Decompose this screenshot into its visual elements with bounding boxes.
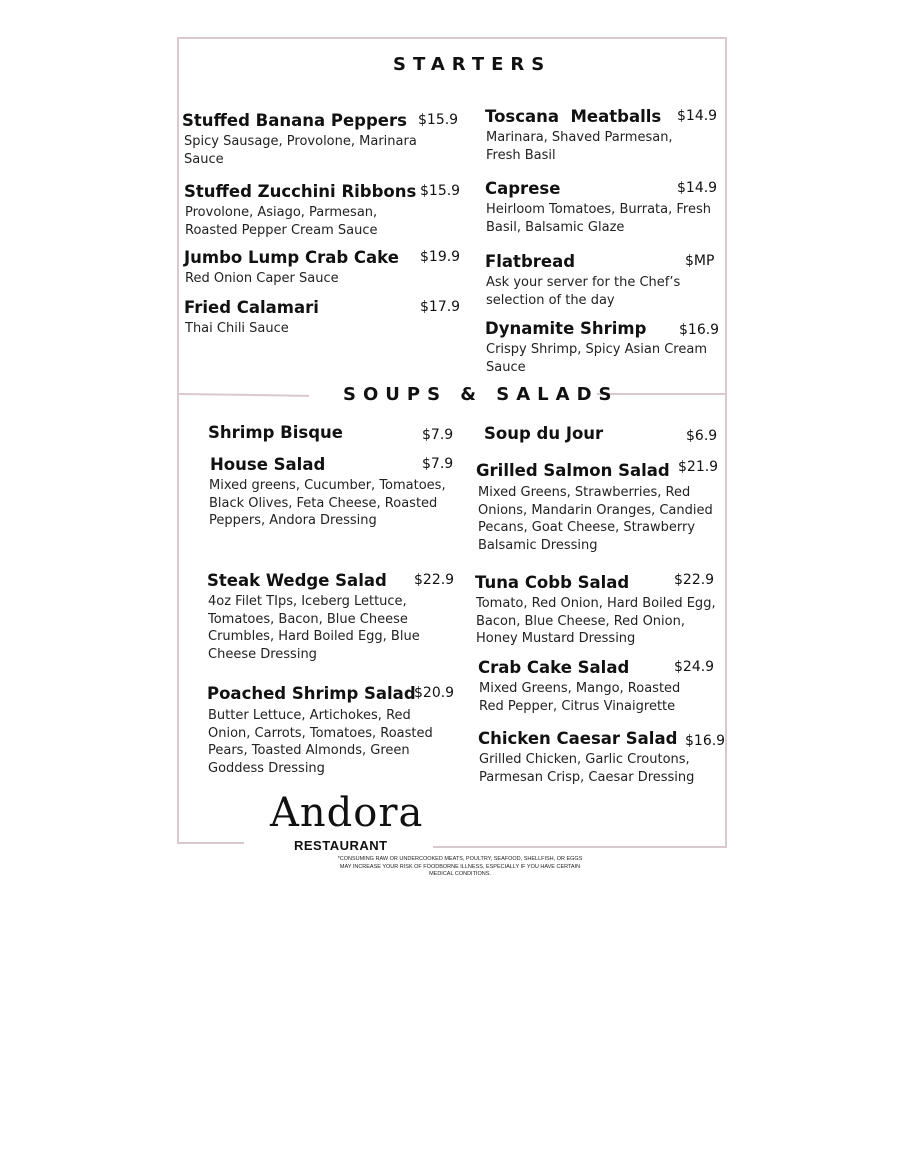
item-price: $14.9	[677, 108, 718, 124]
item-description: Ask your server for the Chef’s selection of the day	[486, 275, 681, 308]
item-price: $24.9	[674, 659, 715, 675]
item-price: $19.9	[420, 249, 461, 265]
item-price: $14.9	[677, 180, 718, 196]
divider-left	[179, 393, 309, 397]
item-name: Grilled Salmon Salad	[476, 461, 670, 480]
item-description: Spicy Sausage, Provolone, Marinara Sauce	[184, 134, 417, 167]
soups-salads-heading: SOUPS & SALADS	[343, 384, 619, 405]
item-price: $15.9	[420, 183, 461, 199]
item-name: Chicken Caesar Salad	[478, 729, 678, 748]
item-price: $7.9	[422, 427, 454, 443]
logo-subtitle: RESTAURANT	[294, 838, 388, 853]
item-price: $16.9	[679, 322, 720, 338]
item-description: Butter Lettuce, Artichokes, Red Onion, Carrots, Tomatoes, Roasted Pears, Toasted Almonds, Green Goddess Dressing	[208, 708, 433, 776]
item-description: Crispy Shrimp, Spicy Asian Cream Sauce	[486, 342, 707, 375]
item-name: Soup du Jour	[484, 424, 604, 443]
item-description: Provolone, Asiago, Parmesan, Roasted Pepper Cream Sauce	[185, 205, 378, 238]
item-name: Caprese	[485, 179, 561, 198]
item-name: Crab Cake Salad	[478, 658, 630, 677]
item-name: Jumbo Lump Crab Cake	[184, 248, 399, 267]
item-price: $22.9	[674, 572, 715, 588]
item-price: $16.9	[685, 733, 726, 749]
item-price: $22.9	[414, 572, 455, 588]
item-name: Poached Shrimp Salad	[207, 684, 416, 703]
frame-right-border	[725, 37, 727, 848]
item-name: Fried Calamari	[184, 298, 319, 317]
item-description: Thai Chili Sauce	[185, 321, 289, 336]
item-name: Toscana Meatballs	[485, 107, 662, 126]
starters-heading: STARTERS	[393, 54, 552, 75]
item-description: Mixed greens, Cucumber, Tomatoes, Black Olives, Feta Cheese, Roasted Peppers, Andora Dressing	[209, 478, 446, 528]
item-price: $MP	[685, 253, 715, 269]
item-name: Tuna Cobb Salad	[475, 573, 630, 592]
item-description: Heirloom Tomatoes, Burrata, Fresh Basil, Balsamic Glaze	[486, 202, 711, 235]
frame-left-border	[177, 37, 179, 844]
item-price: $6.9	[686, 428, 718, 444]
item-price: $7.9	[422, 456, 454, 472]
item-description: Marinara, Shaved Parmesan, Fresh Basil	[486, 130, 673, 163]
item-price: $17.9	[420, 299, 461, 315]
item-description: Grilled Chicken, Garlic Croutons, Parmesan Crisp, Caesar Dressing	[479, 752, 695, 785]
item-description: Red Onion Caper Sauce	[185, 271, 339, 286]
item-name: Shrimp Bisque	[208, 423, 343, 442]
logo-wordmark: Andora	[270, 790, 424, 836]
frame-bottom-right	[433, 846, 727, 848]
frame-bottom-left	[177, 842, 244, 844]
item-name: Steak Wedge Salad	[207, 571, 387, 590]
item-name: Stuffed Banana Peppers	[182, 111, 407, 130]
item-description: Mixed Greens, Strawberries, Red Onions, Mandarin Oranges, Candied Pecans, Goat Cheese, Strawberry Balsamic Dressing	[478, 485, 713, 553]
item-description: Mixed Greens, Mango, Roasted Red Pepper, Citrus Vinaigrette	[479, 681, 681, 714]
item-name: House Salad	[210, 455, 326, 474]
frame-top-border	[177, 37, 727, 39]
restaurant-logo	[270, 790, 424, 853]
item-price: $15.9	[418, 112, 459, 128]
item-name: Flatbread	[485, 252, 576, 271]
item-description: 4oz Filet TIps, Iceberg Lettuce, Tomatoes, Bacon, Blue Cheese Crumbles, Hard Boiled Egg, Blue Cheese Dressing	[208, 594, 420, 662]
item-description: Tomato, Red Onion, Hard Boiled Egg, Bacon, Blue Cheese, Red Onion, Honey Mustard Dressing	[476, 596, 716, 646]
item-price: $20.9	[414, 685, 455, 701]
item-price: $21.9	[678, 459, 719, 475]
food-safety-disclaimer: *CONSUMING RAW OR UNDERCOOKED MEATS, POULTRY, SEAFOOD, SHELLFISH, OR EGGS MAY INCREASE YOUR RISK OF FOODBORNE ILLNESS, ESPECIALLY IF YOU HAVE CERTAIN MEDICAL CONDITIONS.	[337, 856, 583, 877]
item-name: Dynamite Shrimp	[485, 319, 647, 338]
item-name: Stuffed Zucchini Ribbons	[184, 182, 417, 201]
